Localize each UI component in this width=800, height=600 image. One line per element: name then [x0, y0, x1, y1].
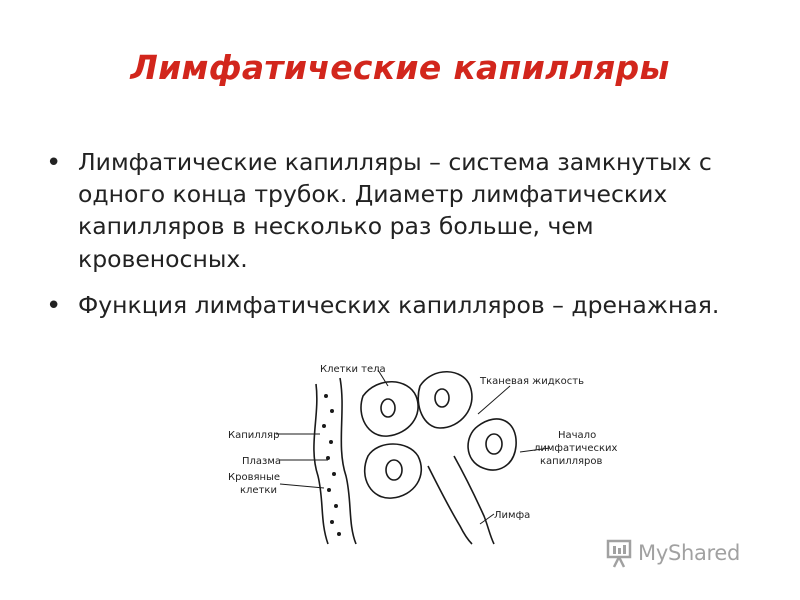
label-lymph: Лимфа	[494, 510, 531, 521]
presentation-board-icon	[606, 538, 634, 568]
body-cell	[361, 382, 418, 436]
label-lymph-start: Начало	[558, 430, 597, 441]
diagram-labels	[228, 364, 618, 521]
label-blood-cells: клетки	[240, 485, 277, 496]
capillary-wall-left	[314, 384, 328, 544]
label-cells: Клетки тела	[320, 364, 386, 375]
cell-nucleus	[486, 434, 502, 454]
label-capillary: Капилляр	[228, 430, 280, 441]
cell-nucleus	[386, 460, 402, 480]
lymph-capillary-diagram	[228, 356, 648, 546]
bullet-item	[44, 146, 764, 275]
label-lymph-start: капилляров	[540, 456, 603, 467]
bullet-text: Лимфатические капилляры – система замкнутых с одного конца трубок. Диаметр лимфатических капилляров в несколько раз больше, чем кровеносных.	[78, 148, 712, 273]
blood-cells	[322, 394, 341, 536]
body-cell	[418, 372, 472, 428]
bullet-text: Функция лимфатических капилляров – дренажная.	[78, 290, 720, 319]
bullet-item	[44, 289, 764, 321]
slide-title: Лимфатические капилляры	[130, 48, 670, 87]
label-tissue-fluid: Тканевая жидкость	[480, 376, 584, 387]
cell-nucleus	[381, 399, 395, 417]
cell-nucleus	[435, 389, 449, 407]
bullet-list	[44, 146, 764, 335]
bullet-marker: •	[46, 290, 62, 321]
label-plasma: Плазма	[242, 456, 282, 467]
bullet-marker: •	[46, 148, 62, 178]
lymph-capillary-start	[468, 419, 516, 470]
watermark-text: MyShared	[638, 541, 741, 565]
capillary-wall-right	[340, 378, 356, 544]
label-lymph-start: лимфатических	[534, 443, 618, 454]
label-pointer	[478, 386, 510, 414]
label-blood-cells: Кровяные	[228, 472, 281, 483]
watermark	[606, 536, 740, 570]
body-cell	[365, 444, 422, 498]
label-pointer	[280, 484, 324, 488]
